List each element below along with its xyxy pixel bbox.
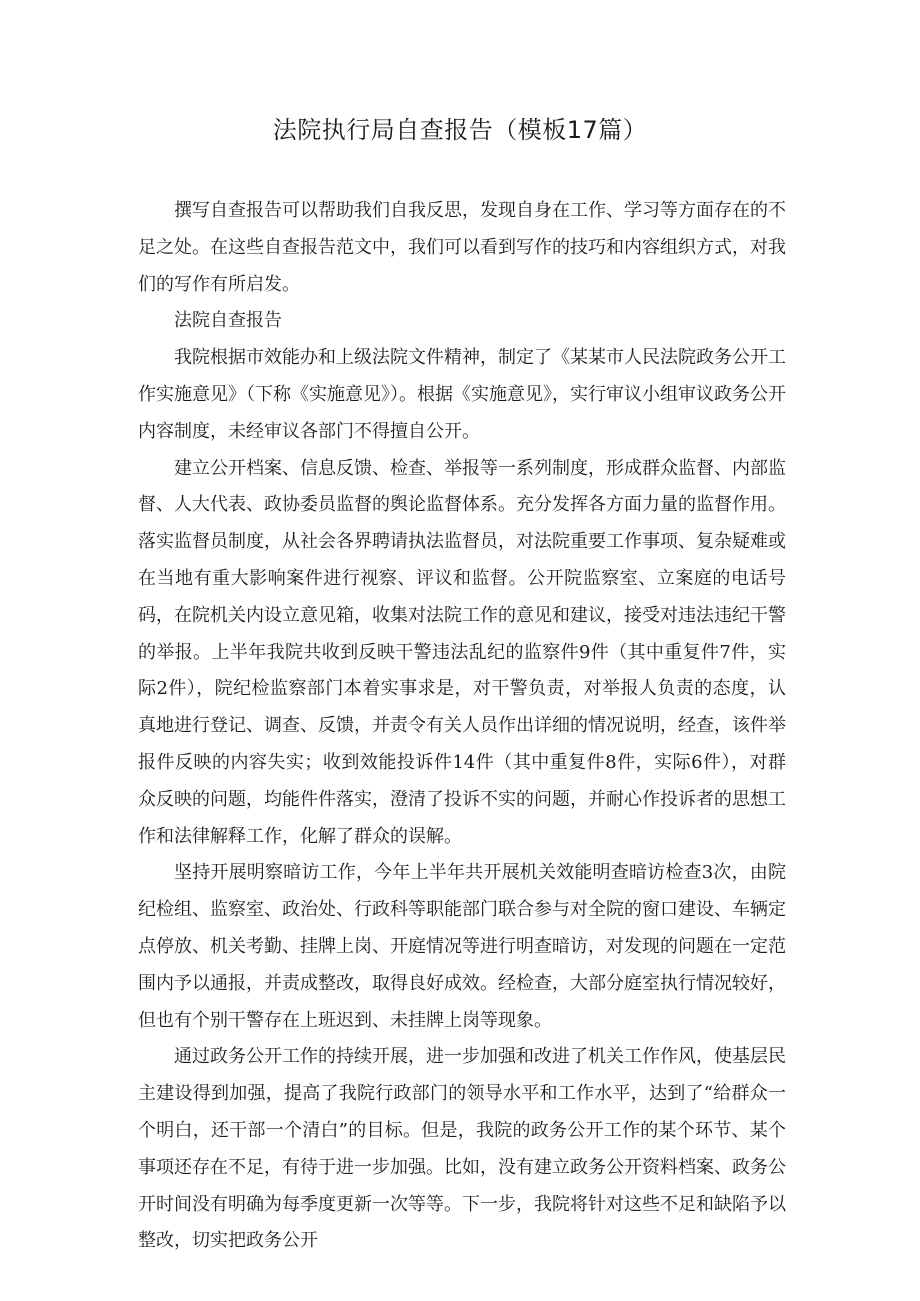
body-paragraph-3: 坚持开展明察暗访工作，今年上半年共开展机关效能明查暗访检查3次，由院纪检组、监察室、政治处、行政科等职能部门联合参与对全院的窗口建设、车辆定点停放、机关考勤、挂牌上岗、开庭情况等进行明查暗访，对发现的问题在一定范围内予以通报，并责成整改，取得良好成效。经检查，大部分庭室执行情况较好，但也有个别干警存在上班迟到、未挂牌上岗等现象。 [138, 862, 786, 1031]
document-body [138, 193, 786, 1260]
document-title: 法院执行局自查报告（模板17篇） [272, 116, 648, 144]
body-paragraph-2: 建立公开档案、信息反馈、检查、举报等一系列制度，形成群众监督、内部监督、人大代表、政协委员监督的舆论监督体系。充分发挥各方面力量的监督作用。落实监督员制度，从社会各界聘请执法监督员，对法院重要工作事项、复杂疑难或在当地有重大影响案件进行视察、评议和监督。公开院监察室、立案庭的电话号码，在院机关内设立意见箱，收集对法院工作的意见和建议，接受对违法违纪干警的举报。上半年我院共收到反映干警违法乱纪的监察件9件（其中重复件7件，实际2件），院纪检监察部门本着实事求是，对干警负责，对举报人负责的态度，认真地进行登记、调查、反馈，并责令有关人员作出详细的情况说明，经查，该件举报件反映的内容失实；收到效能投诉件14件（其中重复件8件，实际6件），对群众反映的问题，均能件件落实，澄清了投诉不实的问题，并耐心作投诉者的思想工作和法律解释工作，化解了群众的误解。 [138, 457, 786, 847]
intro-paragraph: 撰写自查报告可以帮助我们自我反思，发现自身在工作、学习等方面存在的不足之处。在这些自查报告范文中，我们可以看到写作的技巧和内容组织方式，对我们的写作有所启发。 [138, 200, 786, 295]
body-paragraph-4: 通过政务公开工作的持续开展，进一步加强和改进了机关工作作风，使基层民主建设得到加强，提高了我院行政部门的领导水平和工作水平，达到了“给群众一个明白，还干部一个清白”的目标。但是，我院的政务公开工作的某个环节、某个事项还存在不足，有待于进一步加强。比如，没有建立政务公开资料档案、政务公开时间没有明确为每季度更新一次等等。下一步，我院将针对这些不足和缺陷予以整改，切实把政务公开 [138, 1046, 786, 1252]
section-heading: 法院自查报告 [174, 310, 282, 332]
body-paragraph-1: 我院根据市效能办和上级法院文件精神，制定了《某某市人民法院政务公开工作实施意见》（下称《实施意见》）。根据《实施意见》，实行审议小组审议政务公开内容制度，未经审议各部门不得擅自公开。 [138, 347, 786, 442]
